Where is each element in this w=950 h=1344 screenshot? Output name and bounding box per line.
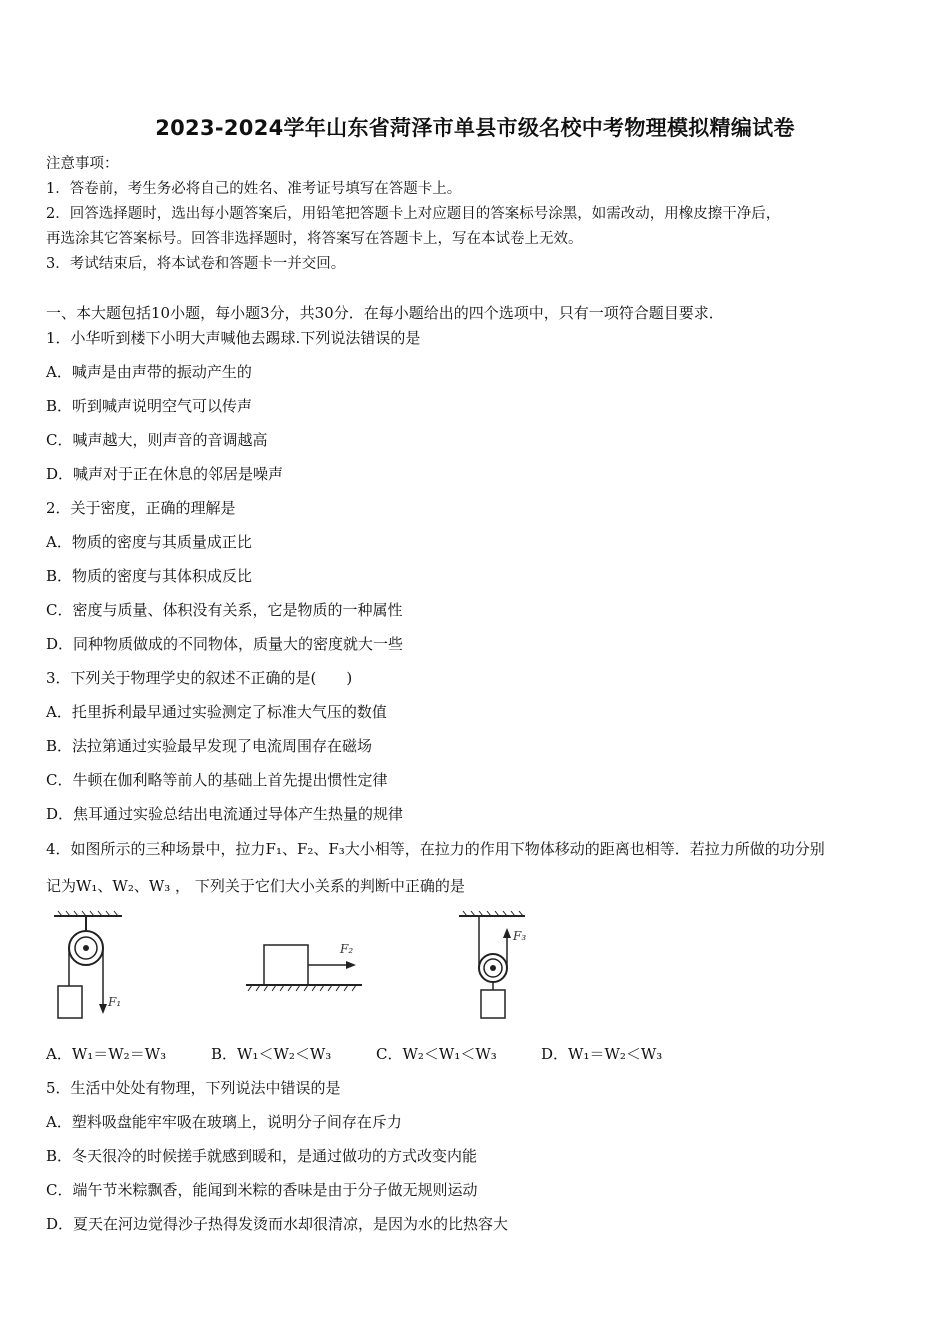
question-4-option-a: A．W₁＝W₂＝W₃ <box>46 1045 167 1063</box>
question-5-option-d: D．夏天在河边觉得沙子热得发烫而水却很清凉，是因为水的比热容大 <box>46 1215 509 1233</box>
question-3-option-d: D．焦耳通过实验总结出电流通过导体产生热量的规律 <box>46 805 404 823</box>
question-2-stem: 2．关于密度，正确的理解是 <box>46 499 236 517</box>
question-4-option-b: B．W₁＜W₂＜W₃ <box>211 1045 332 1063</box>
question-3-option-a: A．托里拆利最早通过实验测定了标准大气压的数值 <box>46 703 387 721</box>
figure-movable-pulley <box>455 910 550 1025</box>
question-3-option-b: B．法拉第通过实验最早发现了电流周围存在磁场 <box>46 737 373 755</box>
question-4-option-d: D．W₁＝W₂＜W₃ <box>541 1045 663 1063</box>
question-5-option-c: C．端午节米粽飘香，能闻到米粽的香味是由于分子做无规则运动 <box>46 1181 478 1199</box>
question-1-stem: 1．小华听到楼下小明大声喊他去踢球.下列说法错误的是 <box>46 329 421 347</box>
question-1-option-c: C．喊声越大，则声音的音调越高 <box>46 431 268 449</box>
question-4-options <box>46 1043 662 1064</box>
question-1-option-b: B．听到喊声说明空气可以传声 <box>46 397 253 415</box>
question-4-stem-line1: 4．如图所示的三种场景中，拉力F₁、F₂、F₃大小相等，在拉力的作用下物体移动的距离也相等．若拉力所做的功分别 <box>46 840 825 858</box>
section-heading: 一、本大题包括10小题，每小题3分，共30分．在每小题给出的四个选项中，只有一项符合题目要求． <box>46 304 724 322</box>
notice-item: 2．回答选择题时，选出每小题答案后，用铅笔把答题卡上对应题目的答案标号涂黑，如需改动，用橡皮擦干净后， <box>46 206 781 222</box>
page-title: 2023-2024学年山东省菏泽市单县市级名校中考物理模拟精编试卷 <box>155 116 795 140</box>
figure-horizontal-pull <box>242 935 372 1000</box>
notice-item: 1．答卷前，考生务必将自己的姓名、准考证号填写在答题卡上。 <box>46 181 462 197</box>
question-5-option-a: A．塑料吸盘能牢牢吸在玻璃上，说明分子间存在斥力 <box>46 1113 402 1131</box>
question-2-option-c: C．密度与质量、体积没有关系，它是物质的一种属性 <box>46 601 403 619</box>
question-2-option-b: B．物质的密度与其体积成反比 <box>46 567 253 585</box>
question-2-option-a: A．物质的密度与其质量成正比 <box>46 533 252 551</box>
question-3-stem: 3．下列关于物理学史的叙述不正确的是( ) <box>46 669 353 687</box>
question-4-option-c: C．W₂＜W₁＜W₃ <box>376 1045 497 1063</box>
figure-label-f1: F₁ <box>108 995 122 1009</box>
notice-heading: 注意事项： <box>46 156 119 172</box>
question-4-stem-line2: 记为W₁、W₂、W₃ ， 下列关于它们大小关系的判断中正确的是 <box>46 877 465 895</box>
question-2-option-d: D．同种物质做成的不同物体，质量大的密度就大一些 <box>46 635 404 653</box>
question-3-option-c: C．牛顿在伽利略等前人的基础上首先提出惯性定律 <box>46 771 388 789</box>
figure-label-f2: F₂ <box>340 942 354 956</box>
figure-fixed-pulley <box>48 910 138 1025</box>
notice-item: 再选涂其它答案标号。回答非选择题时，将答案写在答题卡上，写在本试卷上无效。 <box>46 231 583 247</box>
question-5-stem: 5．生活中处处有物理，下列说法中错误的是 <box>46 1079 341 1097</box>
question-1-option-d: D．喊声对于正在休息的邻居是噪声 <box>46 465 284 483</box>
question-5-option-b: B．冬天很冷的时候搓手就感到暖和，是通过做功的方式改变内能 <box>46 1147 478 1165</box>
question-1-option-a: A．喊声是由声带的振动产生的 <box>46 363 252 381</box>
notice-item: 3．考试结束后，将本试卷和答题卡一并交回。 <box>46 256 346 272</box>
figure-label-f3: F₃ <box>513 929 527 943</box>
